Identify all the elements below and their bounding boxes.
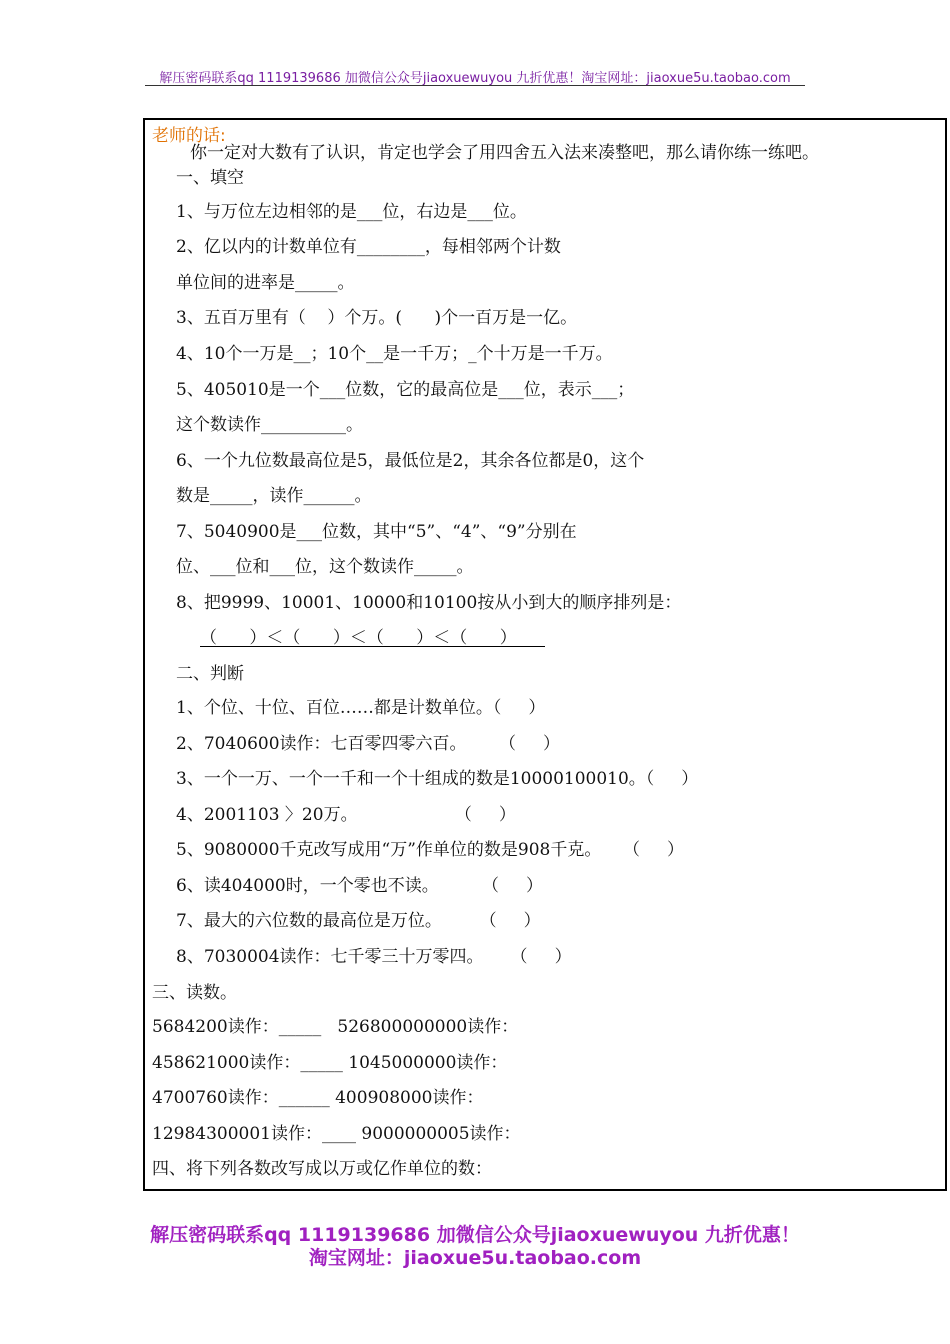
judge-item: 8、7030004读作：七千零三十万零四。 （ ） [176, 947, 572, 967]
question-line: 4、10个一万是__；10个__是一千万；_个十万是一千万。 [176, 344, 613, 364]
header-contact-text: 解压密码联系qq 1119139686 加微信公众号jiaoxuewuyou 九折优惠！淘宝网址：jiaoxue5u.taobao.com [159, 71, 791, 86]
ordering-underline [200, 646, 545, 647]
question-line: 这个数读作__________。 [176, 415, 363, 435]
judge-item: 2、7040600读作：七百零四零六百。 （ ） [176, 734, 560, 754]
question-line: 5、405010是一个___位数，它的最高位是___位，表示___； [176, 380, 635, 400]
question-line: 3、五百万里有（ ）个万。( )个一百万是一亿。 [176, 308, 578, 328]
read-item: 4700760读作：______ 400908000读作： [152, 1088, 484, 1108]
question-line: 7、5040900是___位数，其中“5”、“4”、“9”分别在 [176, 522, 577, 542]
question-line: 位、___位和___位，这个数读作_____。 [176, 557, 474, 577]
judge-item: 5、9080000千克改写成用“万”作单位的数是908千克。 （ ） [176, 840, 684, 860]
question-line: 8、把9999、10001、10000和10100按从小到大的顺序排列是： [176, 593, 682, 613]
ordering-blanks: （ ）＜（ ）＜（ ）＜（ ） [200, 628, 517, 648]
section-heading-fill: 一、填空 [176, 168, 244, 188]
teacher-note-label: 老师的话: [152, 126, 226, 146]
question-line: 2、亿以内的计数单位有________，每相邻两个计数 [176, 237, 561, 257]
section-heading-rewrite: 四、将下列各数改写成以万或亿作单位的数： [152, 1159, 492, 1179]
question-line: 1、与万位左边相邻的是___位，右边是___位。 [176, 202, 527, 222]
question-line: 单位间的进率是_____。 [176, 273, 355, 293]
section-heading-read: 三、读数。 [152, 983, 237, 1003]
read-item: 458621000读作：_____ 1045000000读作： [152, 1053, 508, 1073]
section-heading-judge: 二、判断 [176, 664, 244, 684]
judge-item: 3、一个一万、一个一千和一个十组成的数是10000100010。（ ） [176, 769, 699, 789]
judge-item: 7、最大的六位数的最高位是万位。 （ ） [176, 911, 541, 931]
header-divider [145, 85, 805, 86]
judge-item: 4、2001103 〉20万。 （ ） [176, 805, 516, 825]
question-line: 数是_____，读作______。 [176, 486, 372, 506]
read-item: 5684200读作：_____ 526800000000读作： [152, 1017, 519, 1037]
footer-shop-line: 淘宝网址：jiaoxue5u.taobao.com [308, 1247, 642, 1269]
judge-item: 6、读404000时，一个零也不读。 （ ） [176, 876, 543, 896]
question-line: 6、一个九位数最高位是5，最低位是2，其余各位都是0，这个 [176, 451, 645, 471]
judge-item: 1、个位、十位、百位……都是计数单位。（ ） [176, 698, 546, 718]
intro-text: 你一定对大数有了认识，肯定也学会了用四舍五入法来凑整吧，那么请你练一练吧。 [190, 143, 819, 163]
read-item: 12984300001读作：____ 9000000005读作： [152, 1124, 521, 1144]
footer-contact-line: 解压密码联系qq 1119139686 加微信公众号jiaoxuewuyou 九折优惠！ [150, 1224, 800, 1246]
